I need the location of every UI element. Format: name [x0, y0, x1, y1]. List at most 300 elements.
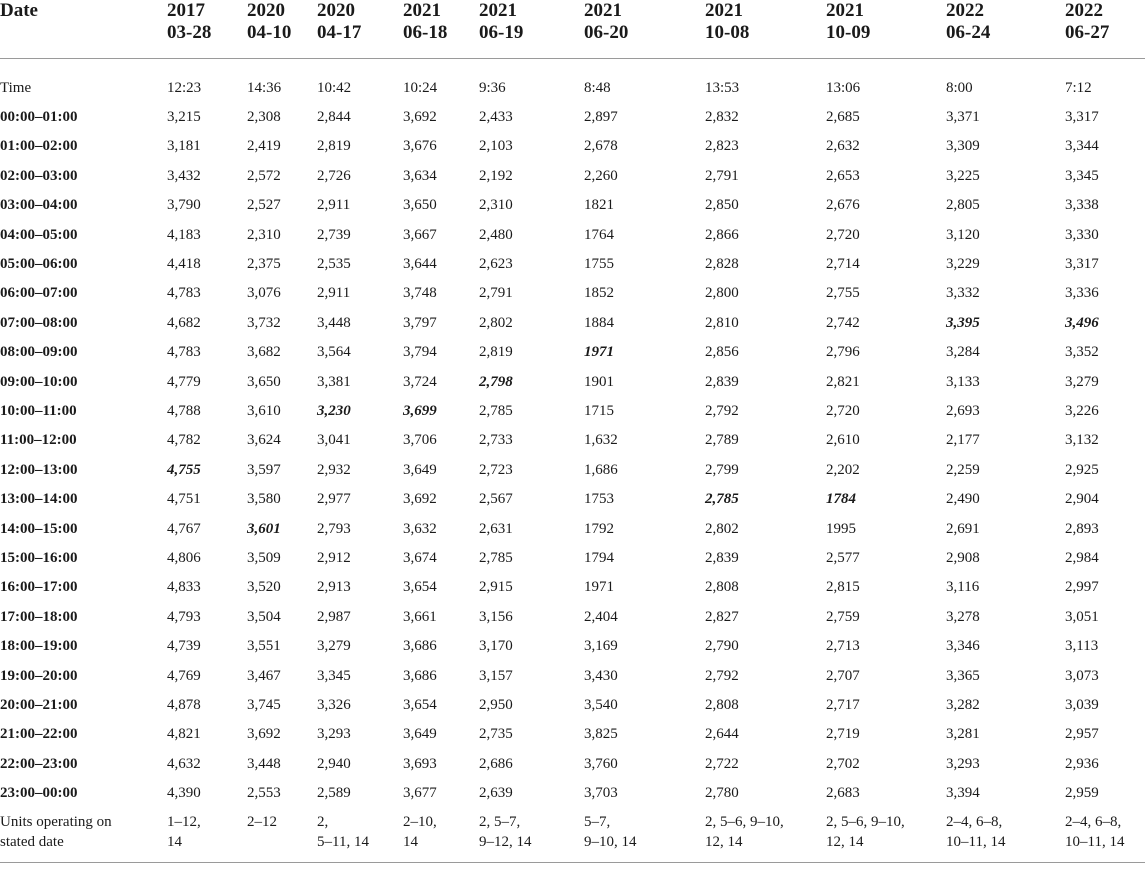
header-date-year: 2020 — [317, 0, 355, 21]
header-date-year: 2020 — [247, 0, 285, 21]
table-cell: 2,726 — [317, 167, 351, 184]
hour-label: 04:00–05:00 — [0, 226, 78, 243]
units-cell-line: 5–7, — [584, 813, 611, 830]
hour-label: 13:00–14:00 — [0, 491, 78, 508]
units-cell — [167, 808, 247, 863]
table-cell: 3,504 — [247, 608, 281, 625]
units-cell-line: 9–12, 14 — [479, 833, 532, 850]
table-cell: 2,702 — [826, 755, 860, 772]
header-date-day: 10-08 — [705, 22, 750, 43]
header-spacer — [0, 59, 1145, 74]
table-cell: 3,371 — [946, 109, 980, 126]
units-cell — [584, 808, 705, 863]
table-cell: 4,751 — [167, 491, 201, 508]
table-cell: 2,802 — [705, 520, 739, 537]
header-date-2 — [317, 0, 403, 59]
hour-label: 17:00–18:00 — [0, 608, 78, 625]
header-row — [0, 0, 1145, 59]
table-cell: 2,915 — [479, 579, 513, 596]
table-cell: 3,703 — [584, 785, 618, 802]
table-cell: 2,742 — [826, 314, 860, 331]
table-cell: 3,225 — [946, 167, 980, 184]
table-cell: 2,932 — [317, 461, 351, 478]
table-cell: 2,790 — [705, 638, 739, 655]
table-cell: 3,825 — [584, 726, 618, 743]
units-cell — [479, 808, 584, 863]
table-cell: 3,332 — [946, 285, 980, 302]
header-date-day: 04-10 — [247, 22, 292, 43]
table-cell: 2,717 — [826, 696, 860, 713]
hour-label: 16:00–17:00 — [0, 579, 78, 596]
table-cell: 3,509 — [247, 549, 281, 566]
units-cell — [1065, 808, 1145, 863]
units-cell-line: 2, 5–6, 9–10, — [826, 813, 905, 830]
table-cell: 3,674 — [403, 549, 437, 566]
hour-label: 23:00–00:00 — [0, 785, 78, 802]
table-cell: 1792 — [584, 520, 614, 537]
table-cell-peak: 3,496 — [1065, 314, 1099, 331]
table-cell: 4,767 — [167, 520, 201, 537]
table-row — [0, 249, 1145, 278]
table-cell: 3,790 — [167, 197, 201, 214]
table-cell: 2,792 — [705, 402, 739, 419]
table-cell: 2,567 — [479, 491, 513, 508]
table-cell: 2,984 — [1065, 549, 1099, 566]
table-cell: 2,713 — [826, 638, 860, 655]
table-cell: 4,788 — [167, 402, 201, 419]
table-cell: 2,987 — [317, 608, 351, 625]
table-cell: 2,912 — [317, 549, 351, 566]
table-cell: 4,833 — [167, 579, 201, 596]
table-cell: 2,259 — [946, 461, 980, 478]
table-cell-peak: 4,755 — [167, 461, 201, 478]
table-cell: 3,430 — [584, 667, 618, 684]
header-date-7 — [826, 0, 946, 59]
table-cell: 2,553 — [247, 785, 281, 802]
header-date-day: 10-09 — [826, 22, 871, 43]
table-cell: 1715 — [584, 402, 614, 419]
header-date-9 — [1065, 0, 1145, 59]
table-cell: 2,759 — [826, 608, 860, 625]
table-cell: 3,597 — [247, 461, 281, 478]
table-cell: 2,785 — [479, 549, 513, 566]
table-cell: 1,686 — [584, 461, 618, 478]
table-cell: 2,799 — [705, 461, 739, 478]
table-cell: 2,733 — [479, 432, 513, 449]
table-cell: 2,911 — [317, 285, 351, 302]
table-cell: 2,957 — [1065, 726, 1099, 743]
table-cell: 3,344 — [1065, 138, 1099, 155]
header-date-year: 2021 — [403, 0, 441, 21]
units-cell-line: 10–11, 14 — [1065, 833, 1125, 850]
table-cell: 2,977 — [317, 491, 351, 508]
table-cell: 1971 — [584, 579, 614, 596]
table-cell: 2,815 — [826, 579, 860, 596]
table-cell: 3,692 — [403, 491, 437, 508]
header-date-day: 06-18 — [403, 22, 448, 43]
hour-label: 10:00–11:00 — [0, 402, 77, 419]
table-cell: 2,676 — [826, 197, 860, 214]
table-cell: 3,116 — [946, 579, 980, 596]
units-row — [0, 808, 1145, 863]
table-cell: 2,839 — [705, 373, 739, 390]
table-cell-peak: 2,798 — [479, 373, 513, 390]
units-cell — [946, 808, 1065, 863]
table-cell: 2,720 — [826, 226, 860, 243]
units-cell-line: 12, 14 — [705, 833, 743, 850]
time-cell: 12:23 — [167, 79, 202, 96]
header-date-8 — [946, 0, 1065, 59]
table-cell: 3,732 — [247, 314, 281, 331]
table-cell: 2,719 — [826, 726, 860, 743]
table-cell: 2,632 — [826, 138, 860, 155]
table-cell: 3,677 — [403, 785, 437, 802]
table-cell: 3,624 — [247, 432, 281, 449]
table-cell: 2,805 — [946, 197, 980, 214]
table-cell: 2,260 — [584, 167, 618, 184]
table-cell: 2,908 — [946, 549, 980, 566]
hour-label: 14:00–15:00 — [0, 520, 78, 537]
table-row — [0, 426, 1145, 455]
table-row — [0, 220, 1145, 249]
table-cell: 2,722 — [705, 755, 739, 772]
table-cell: 2,685 — [826, 109, 860, 126]
table-cell: 3,279 — [1065, 373, 1099, 390]
hour-label: 00:00–01:00 — [0, 109, 78, 126]
table-cell: 1753 — [584, 491, 614, 508]
table-cell: 1,632 — [584, 432, 618, 449]
units-row-label — [0, 808, 167, 863]
header-date-1 — [247, 0, 317, 59]
table-cell: 2,691 — [946, 520, 980, 537]
table-row — [0, 573, 1145, 602]
table-cell: 3,644 — [403, 256, 437, 273]
time-row — [0, 73, 1145, 102]
time-cell: 13:06 — [826, 79, 861, 96]
table-cell: 2,850 — [705, 197, 739, 214]
table-cell: 3,724 — [403, 373, 437, 390]
table-cell: 3,649 — [403, 726, 437, 743]
units-cell-line: 2, 5–6, 9–10, — [705, 813, 784, 830]
table-cell: 3,132 — [1065, 432, 1099, 449]
table-cell: 2,735 — [479, 726, 513, 743]
table-cell: 3,580 — [247, 491, 281, 508]
table-cell: 2,653 — [826, 167, 860, 184]
table-cell: 2,723 — [479, 461, 513, 478]
units-cell-line: 2–12 — [247, 813, 277, 830]
table-cell: 3,448 — [247, 755, 281, 772]
table-cell: 3,039 — [1065, 696, 1099, 713]
table-cell: 3,281 — [946, 726, 980, 743]
table-cell: 2,192 — [479, 167, 513, 184]
table-cell: 1821 — [584, 197, 614, 214]
hour-label: 21:00–22:00 — [0, 726, 78, 743]
header-date-year: 2022 — [946, 0, 984, 21]
table-cell: 3,649 — [403, 461, 437, 478]
table-cell: 3,794 — [403, 344, 437, 361]
header-date-0 — [167, 0, 247, 59]
table-cell: 4,390 — [167, 785, 201, 802]
table-cell: 2,103 — [479, 138, 513, 155]
hour-label: 22:00–23:00 — [0, 755, 78, 772]
table-body — [0, 73, 1145, 862]
table-cell: 2,791 — [705, 167, 739, 184]
table-header — [0, 0, 1145, 73]
table-cell: 2,808 — [705, 696, 739, 713]
table-row — [0, 543, 1145, 572]
table-cell: 3,317 — [1065, 109, 1099, 126]
units-cell-line: 2–4, 6–8, — [1065, 813, 1122, 830]
units-cell-line: 14 — [403, 833, 418, 850]
table-cell: 2,308 — [247, 109, 281, 126]
header-date-year: 2022 — [1065, 0, 1103, 21]
table-cell: 1755 — [584, 256, 614, 273]
hour-label: 02:00–03:00 — [0, 167, 78, 184]
table-cell: 4,739 — [167, 638, 201, 655]
table-cell: 4,418 — [167, 256, 201, 273]
table-cell: 2,911 — [317, 197, 351, 214]
table-cell: 3,120 — [946, 226, 980, 243]
table-cell: 2,800 — [705, 285, 739, 302]
table-cell: 3,338 — [1065, 197, 1099, 214]
table-cell: 2,623 — [479, 256, 513, 273]
table-cell: 3,432 — [167, 167, 201, 184]
header-date-day: 04-17 — [317, 22, 362, 43]
table-cell: 3,797 — [403, 314, 437, 331]
table-cell: 4,779 — [167, 373, 201, 390]
table-cell: 2,589 — [317, 785, 351, 802]
table-cell: 3,564 — [317, 344, 351, 361]
hour-label: 05:00–06:00 — [0, 256, 78, 273]
table-cell: 2,535 — [317, 256, 351, 273]
table-row — [0, 749, 1145, 778]
table-cell: 2,819 — [317, 138, 351, 155]
table-cell: 3,540 — [584, 696, 618, 713]
header-date-day: 06-19 — [479, 22, 524, 43]
table-cell: 2,480 — [479, 226, 513, 243]
table-cell: 3,748 — [403, 285, 437, 302]
table-cell: 2,997 — [1065, 579, 1099, 596]
units-cell-line: 5–11, 14 — [317, 833, 369, 850]
table-cell: 3,113 — [1065, 638, 1099, 655]
table-row — [0, 778, 1145, 807]
header-date-3 — [403, 0, 479, 59]
table-cell: 2,802 — [479, 314, 513, 331]
table-cell: 3,226 — [1065, 402, 1099, 419]
table-cell: 4,183 — [167, 226, 201, 243]
table-cell: 3,133 — [946, 373, 980, 390]
table-row — [0, 279, 1145, 308]
table-cell: 3,632 — [403, 520, 437, 537]
table-cell: 2,375 — [247, 256, 281, 273]
table-cell: 2,755 — [826, 285, 860, 302]
hour-label: 12:00–13:00 — [0, 461, 78, 478]
table-cell: 2,936 — [1065, 755, 1099, 772]
table-cell: 2,832 — [705, 109, 739, 126]
table-cell: 2,693 — [946, 402, 980, 419]
table-row — [0, 338, 1145, 367]
hour-label: 09:00–10:00 — [0, 373, 78, 390]
table-row — [0, 455, 1145, 484]
table-cell: 2,707 — [826, 667, 860, 684]
table-cell: 2,856 — [705, 344, 739, 361]
table-cell: 3,448 — [317, 314, 351, 331]
table-cell: 3,278 — [946, 608, 980, 625]
table-row — [0, 720, 1145, 749]
header-date-day: 06-27 — [1065, 22, 1110, 43]
table-cell: 2,785 — [479, 402, 513, 419]
table-cell: 2,202 — [826, 461, 860, 478]
table-cell: 2,839 — [705, 549, 739, 566]
units-label-line: Units operating on — [0, 813, 112, 830]
table-cell: 3,282 — [946, 696, 980, 713]
units-cell-line: 12, 14 — [826, 833, 864, 850]
table-cell: 3,352 — [1065, 344, 1099, 361]
units-cell — [705, 808, 826, 863]
table-cell: 3,745 — [247, 696, 281, 713]
time-row-label: Time — [0, 79, 32, 96]
header-date-year: 2021 — [479, 0, 517, 21]
header-date-day: 03-28 — [167, 22, 212, 43]
hour-label: 18:00–19:00 — [0, 638, 78, 655]
table-cell: 1995 — [826, 520, 856, 537]
table-cell: 3,661 — [403, 608, 437, 625]
table-cell: 2,789 — [705, 432, 739, 449]
table-cell: 3,551 — [247, 638, 281, 655]
time-cell: 9:36 — [479, 79, 506, 96]
table-cell: 3,706 — [403, 432, 437, 449]
table-row — [0, 484, 1145, 513]
hour-label: 08:00–09:00 — [0, 344, 78, 361]
table-cell: 3,760 — [584, 755, 618, 772]
table-cell-peak: 3,601 — [247, 520, 281, 537]
table-cell: 3,520 — [247, 579, 281, 596]
units-cell-line: 2, 5–7, — [479, 813, 521, 830]
hour-label: 03:00–04:00 — [0, 197, 78, 214]
table-cell: 1794 — [584, 549, 614, 566]
table-cell: 1884 — [584, 314, 614, 331]
table-cell-peak: 3,230 — [317, 402, 351, 419]
units-cell — [247, 808, 317, 863]
units-cell — [826, 808, 946, 863]
time-cell: 8:48 — [584, 79, 611, 96]
table-cell: 3,682 — [247, 344, 281, 361]
hour-label: 01:00–02:00 — [0, 138, 78, 155]
table-cell: 3,634 — [403, 167, 437, 184]
table-cell: 2,631 — [479, 520, 513, 537]
table-cell: 2,572 — [247, 167, 281, 184]
table-row — [0, 661, 1145, 690]
table-cell: 2,577 — [826, 549, 860, 566]
table-cell-peak: 2,785 — [705, 491, 739, 508]
table-cell: 4,878 — [167, 696, 201, 713]
table-cell: 3,326 — [317, 696, 351, 713]
table-row — [0, 514, 1145, 543]
table-cell: 4,783 — [167, 285, 201, 302]
hour-label: 15:00–16:00 — [0, 549, 78, 566]
table-cell: 2,714 — [826, 256, 860, 273]
table-cell: 2,827 — [705, 608, 739, 625]
units-cell-line: 2, — [317, 813, 329, 830]
table-cell: 2,683 — [826, 785, 860, 802]
table-cell: 2,897 — [584, 109, 618, 126]
table-cell: 3,293 — [317, 726, 351, 743]
header-date-6 — [705, 0, 826, 59]
table-cell: 2,433 — [479, 109, 513, 126]
table-cell: 3,467 — [247, 667, 281, 684]
table-cell: 3,156 — [479, 608, 513, 625]
table-cell: 3,692 — [247, 726, 281, 743]
units-cell-line: 14 — [167, 833, 182, 850]
table-cell: 2,808 — [705, 579, 739, 596]
table-cell: 2,893 — [1065, 520, 1099, 537]
table-cell: 3,693 — [403, 755, 437, 772]
time-cell: 10:42 — [317, 79, 352, 96]
table-cell: 3,654 — [403, 579, 437, 596]
header-date-day: 06-24 — [946, 22, 991, 43]
table-cell: 1901 — [584, 373, 614, 390]
table-cell: 2,844 — [317, 109, 351, 126]
table-cell: 2,792 — [705, 667, 739, 684]
table-cell: 3,073 — [1065, 667, 1099, 684]
table-row — [0, 308, 1145, 337]
table-cell: 1764 — [584, 226, 614, 243]
table-row — [0, 367, 1145, 396]
hour-label: 07:00–08:00 — [0, 314, 78, 331]
table-cell: 3,650 — [247, 373, 281, 390]
table-cell: 3,215 — [167, 109, 201, 126]
table-cell: 2,796 — [826, 344, 860, 361]
table-cell: 3,381 — [317, 373, 351, 390]
table-cell: 4,682 — [167, 314, 201, 331]
table-cell: 4,821 — [167, 726, 201, 743]
header-date-year: 2017 — [167, 0, 205, 21]
table-cell: 3,293 — [946, 755, 980, 772]
table-cell: 3,365 — [946, 667, 980, 684]
table-cell: 2,823 — [705, 138, 739, 155]
table-cell: 4,793 — [167, 608, 201, 625]
table-cell: 3,686 — [403, 667, 437, 684]
units-cell — [317, 808, 403, 863]
units-cell-line: 2–10, — [403, 813, 437, 830]
table-cell: 3,170 — [479, 638, 513, 655]
table-cell: 3,667 — [403, 226, 437, 243]
table-cell: 2,866 — [705, 226, 739, 243]
units-label-line: stated date — [0, 833, 64, 850]
table-cell: 3,345 — [1065, 167, 1099, 184]
table-cell: 3,317 — [1065, 256, 1099, 273]
header-date-4 — [479, 0, 584, 59]
table-cell: 4,806 — [167, 549, 201, 566]
table-cell: 1852 — [584, 285, 614, 302]
time-cell: 10:24 — [403, 79, 438, 96]
table-cell: 3,169 — [584, 638, 618, 655]
table-cell: 2,419 — [247, 138, 281, 155]
table-cell: 2,644 — [705, 726, 739, 743]
table-row — [0, 191, 1145, 220]
table-cell: 3,279 — [317, 638, 351, 655]
hour-label: 06:00–07:00 — [0, 285, 78, 302]
table-cell: 2,913 — [317, 579, 351, 596]
table-row — [0, 631, 1145, 660]
table-cell: 3,394 — [946, 785, 980, 802]
table-cell: 2,527 — [247, 197, 281, 214]
table-cell: 3,336 — [1065, 285, 1099, 302]
table-cell: 3,229 — [946, 256, 980, 273]
header-date-year: 2021 — [705, 0, 743, 21]
table-row — [0, 102, 1145, 131]
hour-label: 19:00–20:00 — [0, 667, 78, 684]
